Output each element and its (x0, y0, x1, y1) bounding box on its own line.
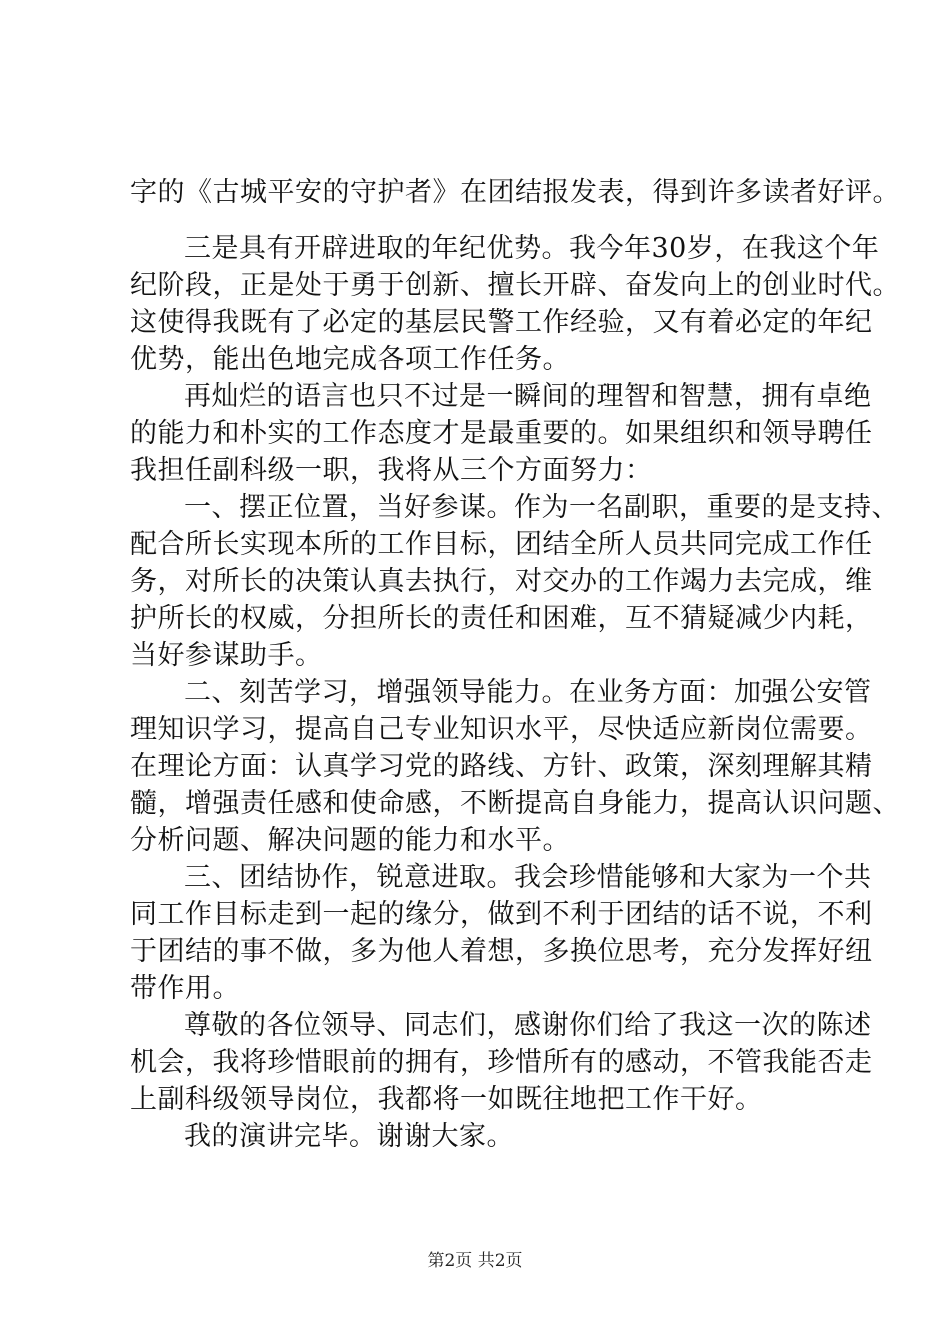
paragraph-intro-efforts (130, 378, 873, 489)
text-line: 优势，能出色地完成各项工作任务。 (130, 344, 570, 375)
paragraph-continuation (130, 174, 900, 211)
paragraph-age-advantage (130, 230, 900, 378)
text-line: 务，对所长的决策认真去执行，对交办的工作竭力去完成，维 (130, 566, 873, 597)
text-line: 髓，增强责任感和使命感，不断提高自身能力，提高认识问题、 (130, 788, 900, 819)
text-line: 于团结的事不做，多为他人着想，多换位思考，充分发挥好纽 (130, 936, 873, 967)
text-line: 一、摆正位置，当好参谋。作为一名副职，重要的是支持、 (184, 492, 899, 523)
text-line: 上副科级领导岗位，我都将一如既往地把工作干好。 (130, 1084, 763, 1115)
text-line: 字的《古城平安的守护者》在团结报发表，得到许多读者好评。 (130, 177, 900, 208)
page-number-footer: 第2页 共2页 (427, 1251, 523, 1271)
text-line: 带作用。 (130, 973, 240, 1004)
paragraph-point-two (130, 674, 900, 859)
paragraph-point-three (130, 859, 873, 1007)
text-line: 理知识学习，提高自己专业知识水平，尽快适应新岗位需要。 (130, 714, 873, 745)
text-line: 在理论方面：认真学习党的路线、方针、政策，深刻理解其精 (130, 751, 873, 782)
paragraph-thanks (130, 1007, 873, 1118)
text-line: 的能力和朴实的工作态度才是最重要的。如果组织和领导聘任 (130, 418, 873, 449)
text-line: 三是具有开辟进取的年纪优势。我今年30岁，在我这个年 (184, 233, 880, 264)
text-line: 三、团结协作，锐意进取。我会珍惜能够和大家为一个共 (184, 862, 872, 893)
text-line: 分析问题、解决问题的能力和水平。 (130, 825, 570, 856)
text-line: 配合所长实现本所的工作目标，团结全所人员共同完成工作任 (130, 529, 873, 560)
paragraph-closing (130, 1118, 850, 1155)
text-line: 这使得我既有了必定的基层民警工作经验，又有着必定的年纪 (130, 307, 873, 338)
text-line: 尊敬的各位领导、同志们，感谢你们给了我这一次的陈述 (184, 1010, 872, 1041)
text-line: 二、刻苦学习，增强领导能力。在业务方面：加强公安管 (184, 677, 872, 708)
text-line: 同工作目标走到一起的缘分，做到不利于团结的话不说，不利 (130, 899, 873, 930)
paragraph-point-one (130, 489, 899, 674)
text-line: 再灿烂的语言也只不过是一瞬间的理智和智慧，拥有卓绝 (184, 381, 872, 412)
text-line: 纪阶段，正是处于勇于创新、擅长开辟、奋发向上的创业时代。 (130, 270, 900, 301)
text-line: 机会，我将珍惜眼前的拥有，珍惜所有的感动，不管我能否走 (130, 1047, 873, 1078)
text-line: 我的演讲完毕。谢谢大家。 (184, 1121, 514, 1152)
text-line: 护所长的权威，分担所长的责任和困难，互不猜疑减少内耗， (130, 603, 873, 634)
text-line: 我担任副科级一职，我将从三个方面努力： (130, 455, 653, 486)
text-line: 当好参谋助手。 (130, 640, 323, 671)
